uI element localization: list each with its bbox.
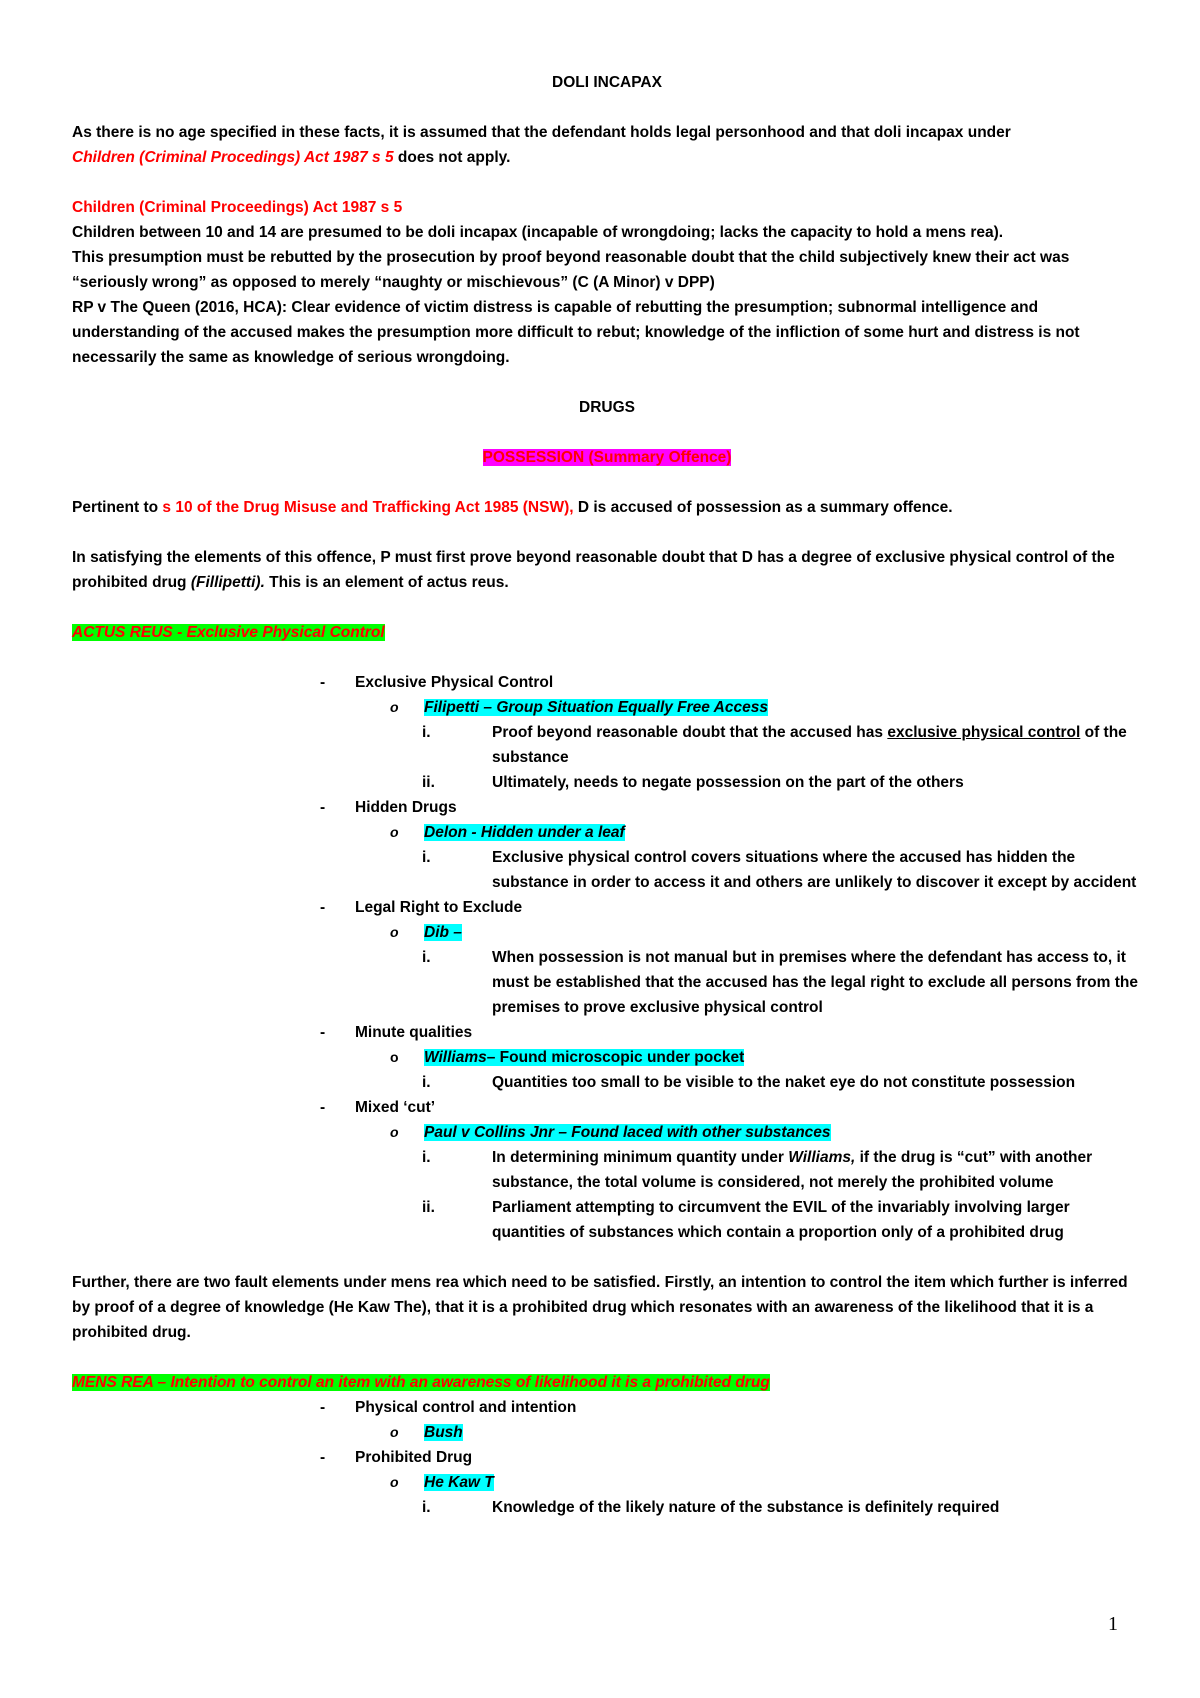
further-paragraph: Further, there are two fault elements under mens rea which need to be satisfied. Firstly, an intention to control the item which further is inferred by proof of a degree of knowledge (He Kaw The), that it is a prohibited drug which resonates with an awareness of the likelihood that it is a prohibited drug. [72, 1274, 1128, 1341]
doli-line-2: This presumption must be rebutted by the prosecution by proof beyond reasonable doubt that the child subjectively knew their act was “seriously wrong” as opposed to merely “naughty or mischievous” (C (A Minor) v DPP) [72, 249, 1070, 291]
bullet-physical: - Physical control and intention [320, 1399, 577, 1416]
bullet-minute: - Minute qualities [320, 1024, 473, 1041]
doli-intro: As there is no age specified in these facts, it is assumed that the defendant holds legal personhood and that doli incapax under Children (Criminal Procedings) Act 1987 s 5 does not apply. [72, 124, 1011, 166]
prohibited-point-1: i. Knowledge of the likely nature of the substance is definitely required [422, 1499, 1000, 1516]
case-delon: o Delon - Hidden under a leaf [390, 824, 625, 841]
act-heading: Children (Criminal Proceedings) Act 1987 s 5 [72, 199, 403, 216]
actus-reus-heading: ACTUS REUS - Exclusive Physical Control [72, 624, 385, 641]
satisfying-paragraph: In satisfying the elements of this offence, P must first prove beyond reasonable doubt that D has a degree of exclusive physical control of the prohibited drug (Fillipetti). This is an element of actus reus. [72, 549, 1115, 591]
pertinent-paragraph: Pertinent to s 10 of the Drug Misuse and Trafficking Act 1985 (NSW), D is accused of possession as a summary offence. [72, 499, 953, 516]
minute-point-1: i. Quantities too small to be visible to the naket eye do not constitute possession [422, 1074, 1076, 1091]
mixed-point-1: i. In determining minimum quantity under Williams, if the drug is “cut” with another substance, the total volume is considered, not merely the prohibited volume [422, 1149, 1093, 1191]
hidden-point-1: i. Exclusive physical control covers situations where the accused has hidden the substance in order to access it and others are unlikely to discover it except by accident [422, 849, 1137, 891]
bullet-epc: - Exclusive Physical Control [320, 674, 554, 691]
page-content [72, 70, 1142, 1520]
bullet-prohibited: - Prohibited Drug [320, 1449, 473, 1466]
mens-rea-heading: MENS REA – Intention to control an item with an awareness of likelihood it is a prohibited drug [72, 1374, 770, 1391]
epc-point-1: i. Proof beyond reasonable doubt that the accused has exclusive physical control of the substance [422, 724, 1127, 766]
rp-paragraph: RP v The Queen (2016, HCA): Clear evidence of victim distress is capable of rebutting the presumption; subnormal intelligence and understanding of the accused makes the presumption more difficult to rebut; knowledge of the infliction of some hurt and distress is not necessarily the same as knowledge of serious wrongdoing. [72, 299, 1080, 366]
case-dib: o Dib – [390, 924, 462, 941]
legal-point-1: i. When possession is not manual but in premises where the defendant has access to, it must be established that the accused has the legal right to exclude all persons from the premises to prove exclusive physical control [422, 949, 1138, 1016]
case-he-kaw-t: o He Kaw T [390, 1474, 494, 1491]
mixed-point-2: ii. Parliament attempting to circumvent the EVIL of the invariably involving larger quantities of substances which contain a proportion only of a prohibited drug [422, 1199, 1070, 1241]
bullet-mixed: - Mixed ‘cut’ [320, 1099, 436, 1116]
epc-point-2: ii. Ultimately, needs to negate possession on the part of the others [422, 774, 964, 791]
case-paul-v-collins: o Paul v Collins Jnr – Found laced with other substances [390, 1124, 831, 1141]
case-bush: o Bush [390, 1424, 463, 1441]
doli-line-1: Children between 10 and 14 are presumed to be doli incapax (incapable of wrongdoing; lacks the capacity to hold a mens rea). [72, 224, 1004, 241]
drugs-heading: DRUGS [579, 399, 635, 416]
possession-heading: POSSESSION (Summary Offence) [482, 449, 732, 466]
case-filipetti: o Filipetti – Group Situation Equally Free Access [390, 699, 768, 716]
bullet-hidden: - Hidden Drugs [320, 799, 457, 816]
doli-heading: DOLI INCAPAX [552, 74, 662, 91]
page-number: 1 [1108, 1613, 1118, 1635]
bullet-legal: - Legal Right to Exclude [320, 899, 523, 916]
case-williams: o Williams– Found microscopic under pocket [390, 1049, 745, 1066]
